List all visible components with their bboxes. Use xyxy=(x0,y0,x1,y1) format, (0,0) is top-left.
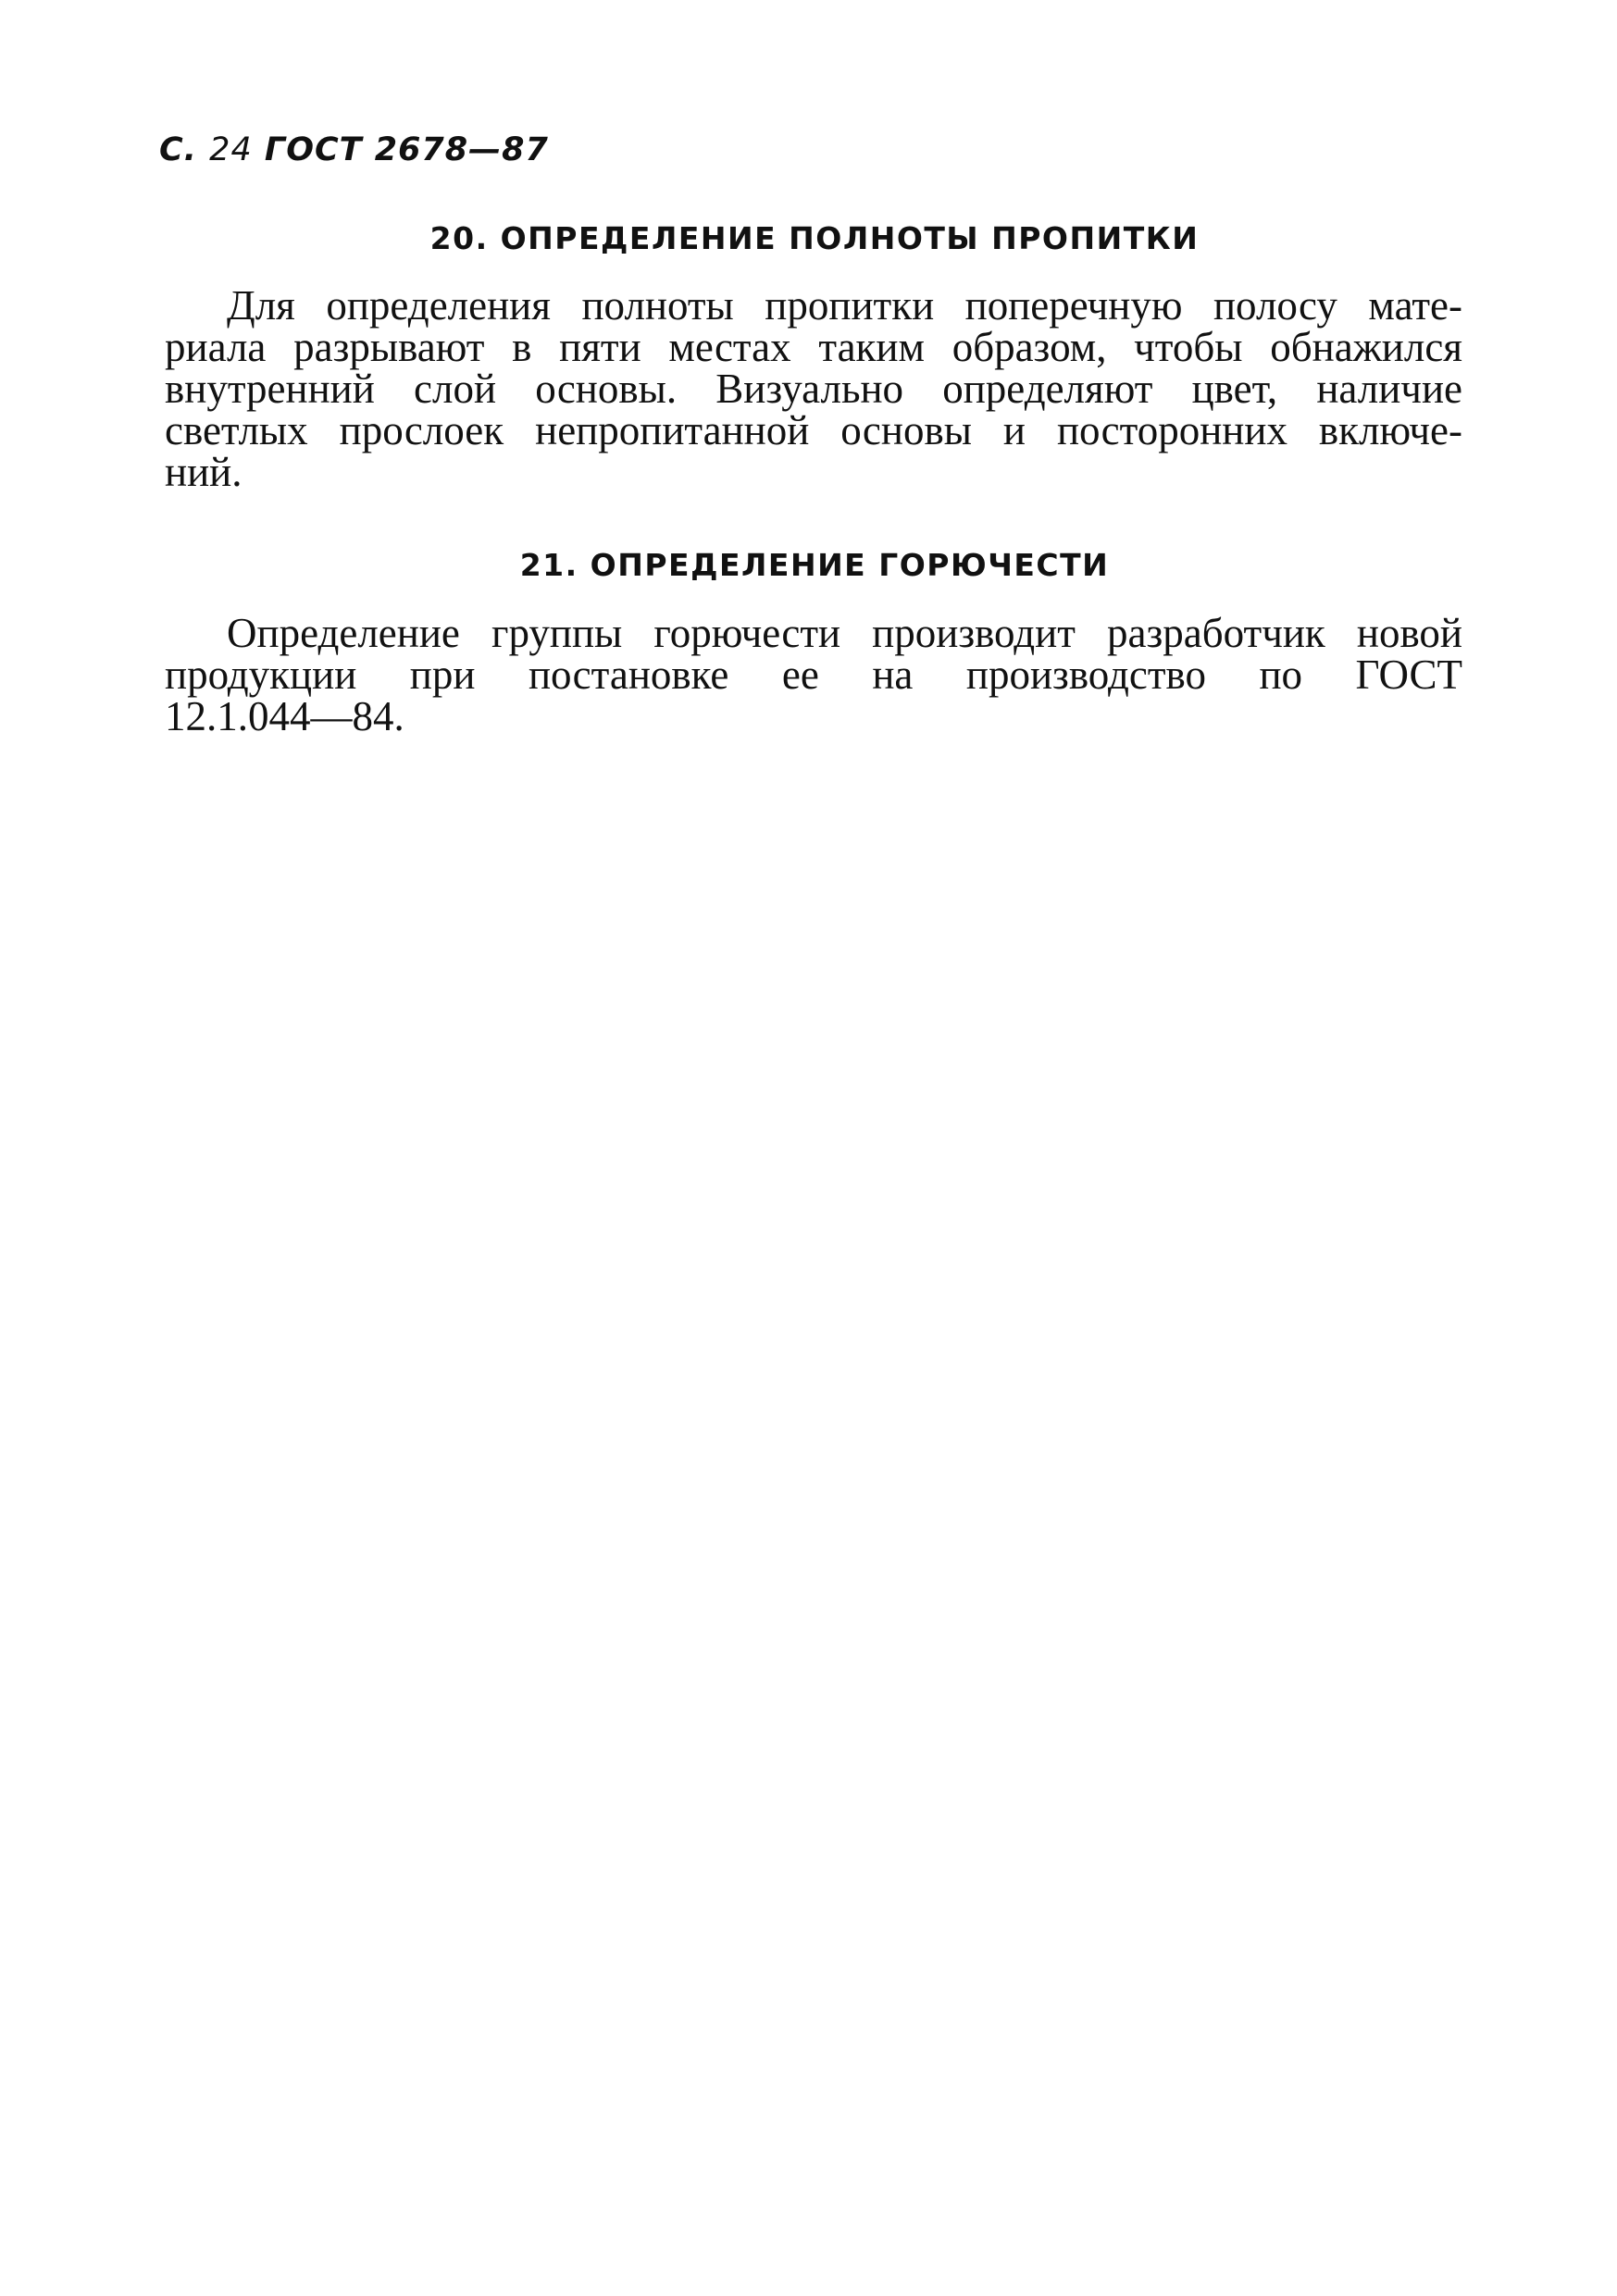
paragraph-line: риала разрывают в пяти местах таким образом, чтобы обнажился xyxy=(165,324,1462,370)
paragraph-line: светлых прослоек непропитанной основы и посторонних включе- xyxy=(165,407,1462,453)
header-prefix: С. xyxy=(159,131,197,168)
paragraph-line: ний. xyxy=(165,449,243,495)
section-20-heading: 20. ОПРЕДЕЛЕНИЕ ПОЛНОТЫ ПРОПИТКИ xyxy=(429,220,1200,256)
section-21-body xyxy=(165,610,1462,739)
paragraph-line: 12.1.044—84. xyxy=(165,693,404,739)
paragraph-line: внутренний слой основы. Визуально определяют цвет, наличие xyxy=(165,366,1462,412)
document-reference: ГОСТ 2678—87 xyxy=(264,131,549,168)
paragraph-line: продукции при постановке ее на производство по ГОСТ xyxy=(165,652,1462,698)
section-21-heading: 21. ОПРЕДЕЛЕНИЕ ГОРЮЧЕСТИ xyxy=(519,547,1110,583)
running-header xyxy=(159,131,549,168)
section-20-body xyxy=(165,282,1462,495)
paragraph-line: Для определения полноты пропитки поперечную полосу мате- xyxy=(227,282,1462,329)
paragraph-line: Определение группы горючести производит разработчик новой xyxy=(227,610,1462,656)
page-number: 24 xyxy=(209,131,253,168)
